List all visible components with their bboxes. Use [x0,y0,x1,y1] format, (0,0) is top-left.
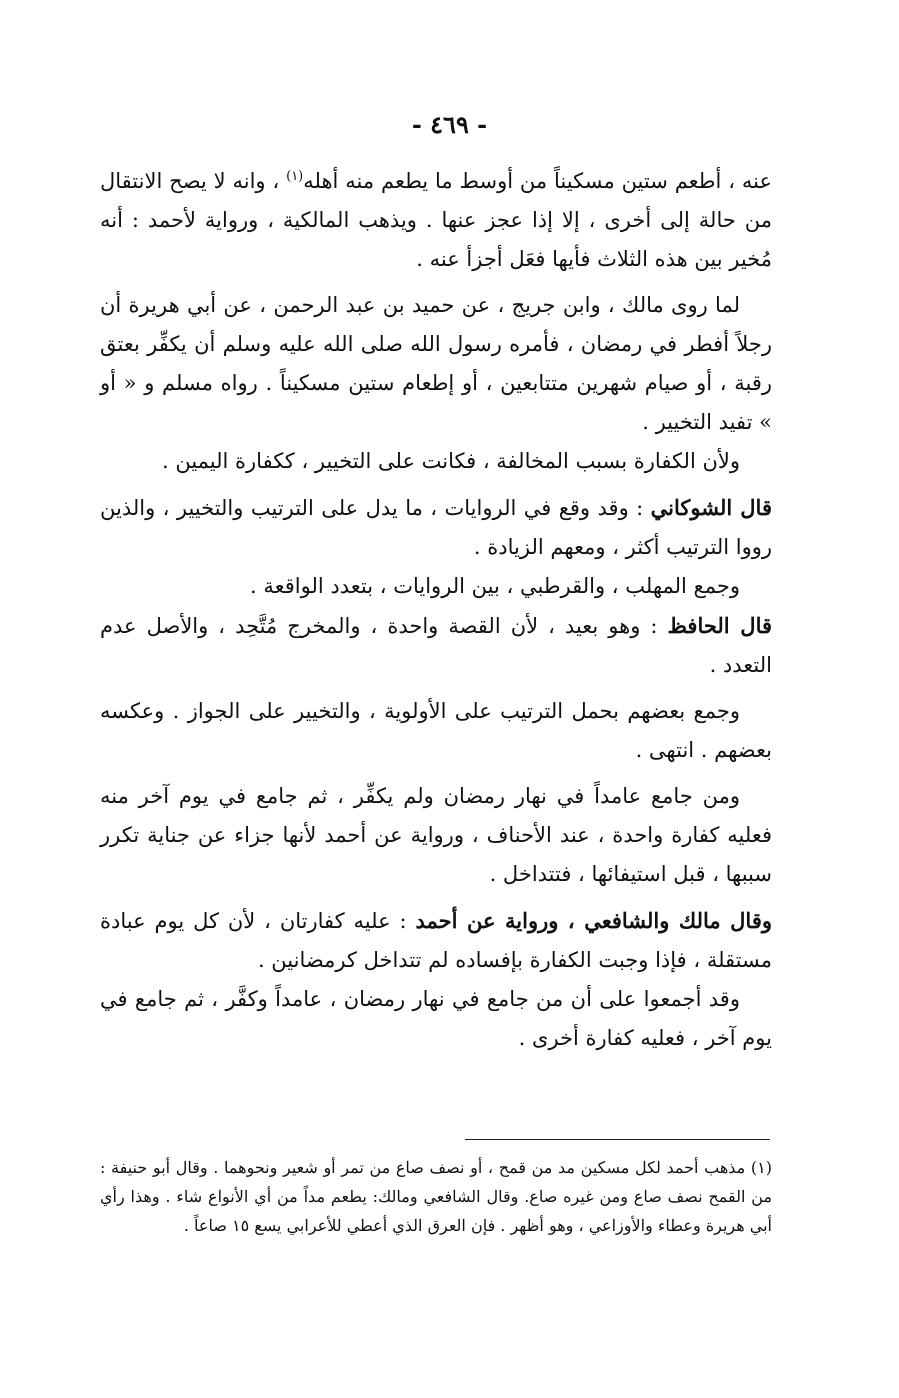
paragraph-7: وجمع بعضهم بحمل الترتيب على الأولوية ، والتخيير على الجواز . وعكسه بعضهم . انتهى . [100,699,772,762]
paragraph-6-lead: قال الحافظ [667,613,772,638]
paragraph-4 [100,488,772,567]
paragraph-9 [100,901,772,980]
paragraph-10: وقد أجمعوا على أن من جامع في نهار رمضان ، عامداً وكفَّر ، ثم جامع في يوم آخر ، فعليه كفارة أخرى . [100,987,772,1050]
paragraph-9-lead: وقال مالك والشافعي ، ورواية عن أحمد [415,908,772,933]
paragraph-6 [100,606,772,685]
main-text [100,162,772,1058]
paragraph-6-text: : وهو بعيد ، لأن القصة واحدة ، والمخرج مُتَّحِد ، والأصل عدم التعدد . [100,614,772,677]
paragraph-5: وجمع المهلب ، والقرطبي ، بين الروايات ، بتعدد الواقعة . [250,574,740,598]
paragraph-4-lead: قال الشوكاني [650,495,772,520]
footnote-divider [465,1139,770,1140]
footnote-1: (١) مذهب أحمد لكل مسكين مد من قمح ، أو نصف صاع من تمر أو شعير ونحوهما . وقال أبو حنيفة : من القمح نصف صاع ومن غيره صاع. وقال الشافعي ومالك: يطعم مداً من أي الأنواع شاء . وهذا رأي أبي هريرة وعطاء والأوزاعي ، وهو أظهر . فإن العرق الذي أعطي للأعرابي يسع ١٥ صاعاً . [100,1158,772,1235]
paragraph-3: ولأن الكفارة بسبب المخالفة ، فكانت على التخيير ، ككفارة اليمين . [161,449,740,473]
paragraph-1-text-a: عنه ، أطعم ستين مسكيناً من أوسط ما يطعم منه أهله [303,169,773,193]
paragraph-1-text-b: ، وانه لا يصح الانتقال من حالة إلى أخرى ، إلا إذا عجز عنها . ويذهب المالكية ، ورواية لأحمد : أنه مُخير بين هذه الثلاث فأيها فعَل أجزأ عنه . [100,169,772,271]
paragraph-2: لما روى مالك ، وابن جريج ، عن حميد بن عبد الرحمن ، عن أبي هريرة أن رجلاً أفطر في رمضان ، فأمره رسول الله صلى الله عليه وسلم أن يكفِّر بعتق رقبة ، أو صيام شهرين متتابعين ، أو إطعام ستين مسكيناً . رواه مسلم و « أو » تفيد التخيير . [100,293,772,434]
paragraph-4-text: : وقد وقع في الروايات ، ما يدل على الترتيب والتخيير ، والذين رووا الترتيب أكثر ، ومعهم الزيادة . [100,496,772,559]
paragraph-1 [100,162,772,279]
footnote-reference-1: (١) [286,169,304,184]
page-number: - ٤٦٩ - [411,110,488,139]
footnotes [100,1153,772,1240]
paragraph-8: ومن جامع عامداً في نهار رمضان ولم يكفِّر ، ثم جامع في يوم آخر منه فعليه كفارة واحدة ، عند الأحناف ، ورواية عن أحمد لأنها جزاء عن جناية تكرر سببها ، قبل استيفائها ، فتتداخل . [100,784,772,886]
paragraph-9-text: : عليه كفارتان ، لأن كل يوم عبادة مستقلة ، فإذا وجبت الكفارة بإفساده لم تتداخل كرمضانين . [100,909,772,972]
